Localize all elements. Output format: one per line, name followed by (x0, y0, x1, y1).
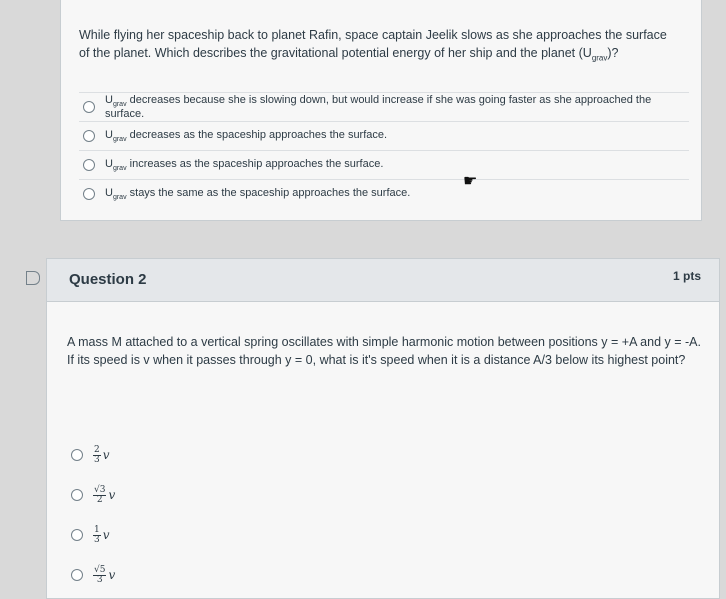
answer-symbol: U (105, 157, 113, 170)
radio-button[interactable] (71, 489, 83, 501)
question-2-answers (67, 435, 697, 595)
radio-button[interactable] (83, 101, 95, 113)
answer-option[interactable] (67, 515, 697, 555)
answer-option[interactable] (67, 555, 697, 595)
fraction-numerator: √5 (94, 564, 106, 575)
answer-symbol: U (105, 186, 113, 199)
question-title: Question 2 (69, 271, 147, 288)
radio-button[interactable] (83, 188, 95, 200)
radio-button[interactable] (71, 529, 83, 541)
question-1-answers (79, 92, 689, 208)
answer-option[interactable] (79, 179, 689, 208)
question-2-card (46, 258, 720, 599)
answer-symbol: U (105, 128, 113, 141)
answer-label (105, 158, 383, 172)
fraction-denominator: 3 (94, 454, 100, 465)
answer-text: increases as the spaceship approaches the surface. (126, 157, 384, 170)
question-1-text-end: )? (607, 46, 619, 60)
answer-option[interactable] (67, 435, 697, 475)
fraction-numerator: 1 (94, 524, 100, 535)
radio-button[interactable] (71, 569, 83, 581)
variable: v (102, 528, 110, 542)
flag-question-icon[interactable] (26, 271, 40, 285)
answer-symbol-sub: grav (112, 136, 127, 144)
fraction-numerator: √3 (94, 484, 106, 495)
answer-symbol-sub: grav (112, 101, 127, 109)
answer-symbol-sub: grav (112, 194, 127, 202)
answer-label (105, 129, 387, 143)
answer-symbol-sub: grav (112, 165, 127, 173)
question-2-text: A mass M attached to a vertical spring oscillates with simple harmonic motion between positions y = +A and y = -A. If its speed is v when it passes through y = 0, what is it's speed when it is a distance A/3 below its highest point? (67, 335, 701, 367)
answer-option[interactable] (79, 121, 689, 150)
answer-option[interactable] (79, 92, 689, 121)
hand-cursor-icon: ☛ (463, 173, 478, 190)
variable: v (108, 488, 116, 502)
question-2-header (47, 259, 719, 302)
answer-label (105, 187, 410, 201)
answer-text: decreases as the spaceship approaches the surface. (126, 128, 388, 141)
question-1-card (60, 0, 702, 221)
fraction-denominator: 3 (96, 574, 103, 585)
variable: v (102, 448, 110, 462)
fraction (93, 566, 106, 585)
fraction-numerator: 2 (94, 444, 100, 455)
fraction (93, 486, 106, 505)
fraction-denominator: 2 (96, 494, 103, 505)
answer-text: decreases because she is slowing down, but would increase if she was going faster as she approached the surface. (105, 93, 652, 121)
answer-label (105, 94, 689, 120)
radio-button[interactable] (71, 449, 83, 461)
answer-option[interactable] (79, 150, 689, 179)
fraction (93, 446, 101, 465)
question-1-text (79, 26, 679, 68)
radio-button[interactable] (83, 130, 95, 142)
variable: v (108, 568, 116, 582)
question-1-text-main: While flying her spaceship back to planet Rafin, space captain Jeelik slows as she approaches the surface of the planet. Which describes the gravitational potential energy of her ship and the planet (U (79, 28, 667, 60)
radio-button[interactable] (83, 159, 95, 171)
question-1-text-sub: grav (591, 53, 608, 63)
answer-text: stays the same as the spaceship approaches the surface. (126, 186, 411, 199)
answer-symbol: U (105, 93, 113, 106)
fraction-denominator: 3 (94, 534, 100, 545)
answer-option[interactable] (67, 475, 697, 515)
question-points: 1 pts (672, 269, 701, 283)
fraction (93, 526, 101, 545)
